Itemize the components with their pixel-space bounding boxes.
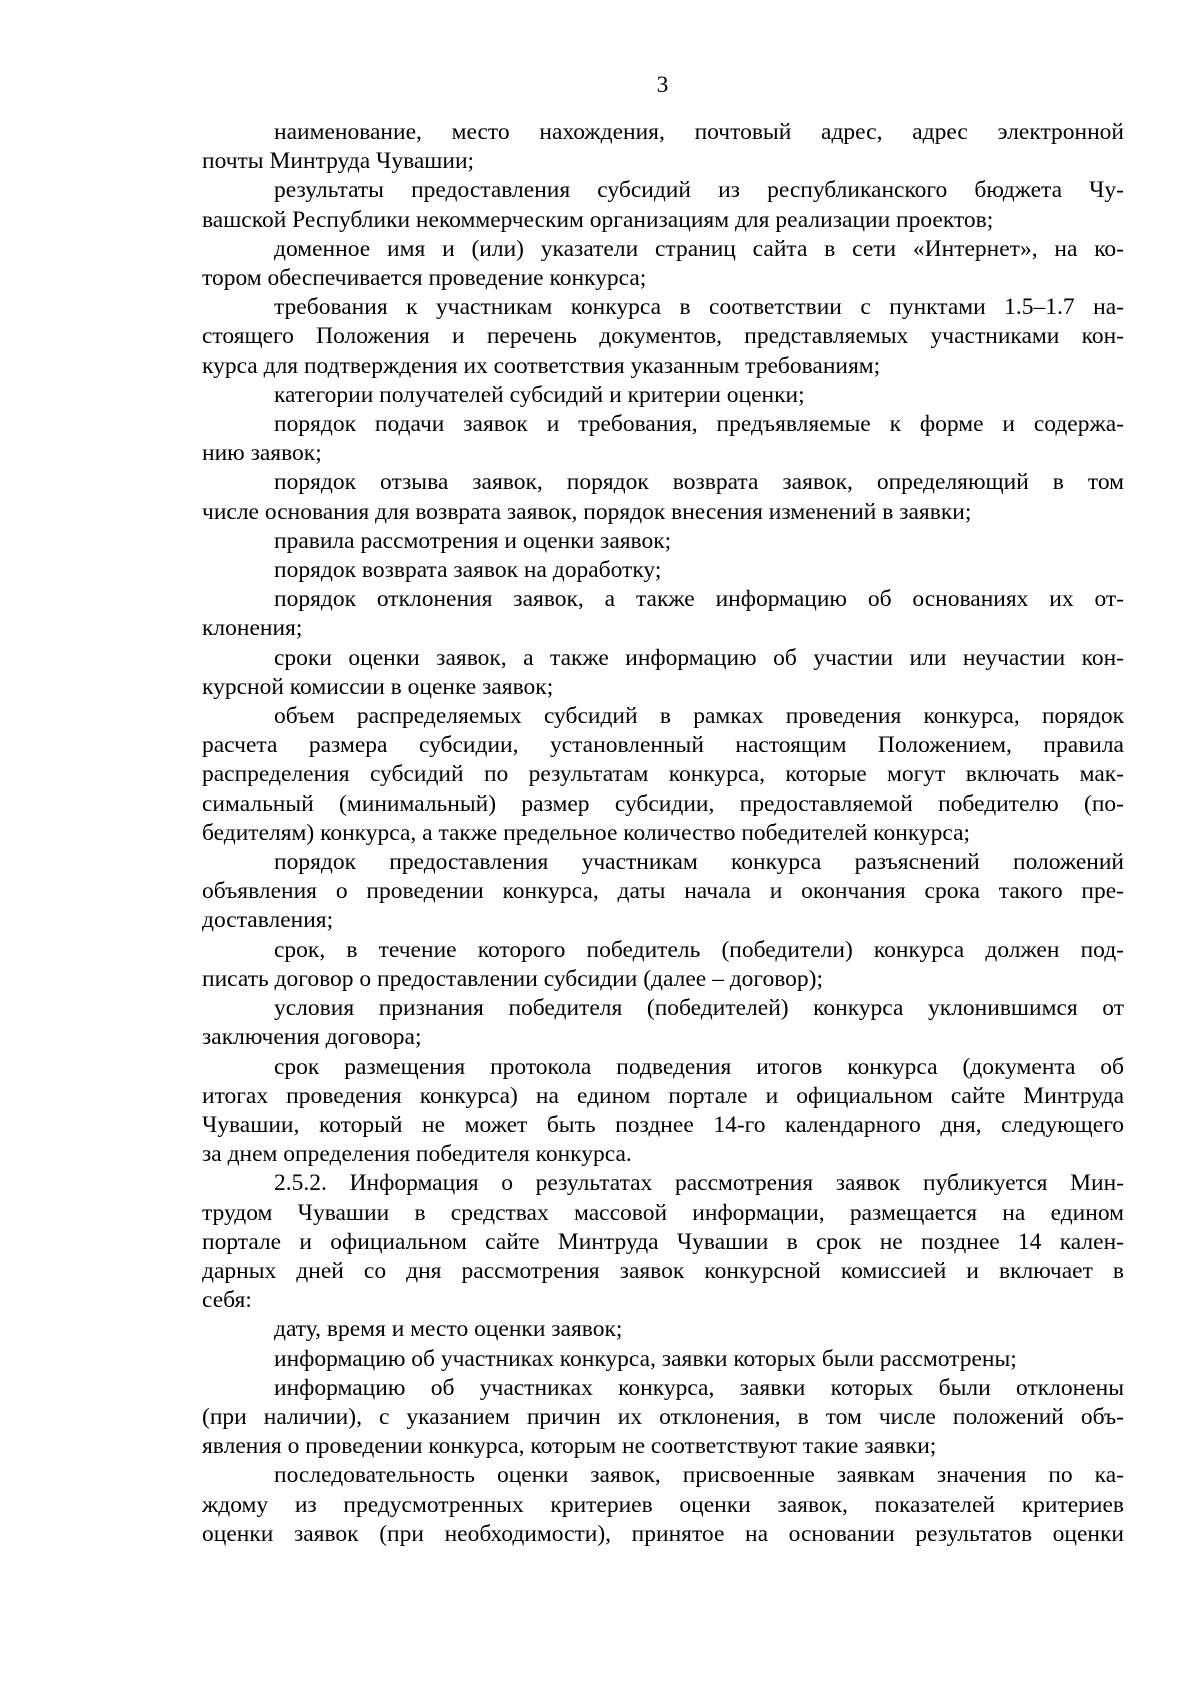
text-line: порядок предоставления участникам конкурса разъяснений положений xyxy=(274,849,1124,876)
text-line: курсной комиссии в оценке заявок; xyxy=(202,673,554,700)
page-number: 3 xyxy=(656,72,669,98)
text-line: клонения; xyxy=(202,615,303,642)
text-line: сроки оценки заявок, а также информацию об участии или неучастии кон- xyxy=(274,644,1124,671)
text-line: порядок подачи заявок и требования, предъявляемые к форме и содержа- xyxy=(274,411,1124,438)
text-line: дату, время и место оценки заявок; xyxy=(274,1316,623,1343)
text-line: информацию об участниках конкурса, заявки которых были отклонены xyxy=(274,1374,1124,1401)
text-line: последовательность оценки заявок, присвоенные заявкам значения по ка- xyxy=(274,1462,1124,1489)
text-line: объявления о проведении конкурса, даты начала и окончания срока такого пре- xyxy=(202,878,1124,905)
text-line: информацию об участниках конкурса, заявки которых были рассмотрены; xyxy=(274,1345,1017,1372)
text-line: наименование, место нахождения, почтовый адрес, адрес электронной xyxy=(274,119,1124,145)
text-line: доставления; xyxy=(202,907,334,934)
text-line: итогах проведения конкурса) на едином портале и официальном сайте Минтруда xyxy=(202,1082,1124,1109)
text-line: явления о проведении конкурса, которым не соответствуют такие заявки; xyxy=(202,1433,937,1460)
text-line: доменное имя и (или) указатели страниц сайта в сети «Интернет», на ко- xyxy=(274,235,1124,262)
text-line: бедителям) конкурса, а также предельное количество победителей конкурса; xyxy=(202,819,971,846)
text-line: себя: xyxy=(202,1287,252,1314)
text-line: порядок возврата заявок на доработку; xyxy=(274,557,662,584)
text-line: оценки заявок (при необходимости), принятое на основании результатов оценки xyxy=(202,1520,1124,1547)
text-line: за днем определения победителя конкурса. xyxy=(202,1141,632,1168)
text-line: заключения договора; xyxy=(202,1024,422,1051)
document-body xyxy=(202,118,1124,1549)
text-line: почты Минтруда Чувашии; xyxy=(202,148,475,175)
text-line: симальный (минимальный) размер субсидии, предоставляемой победителю (по- xyxy=(202,790,1124,817)
text-line: курса для подтверждения их соответствия указанным требованиям; xyxy=(202,352,881,379)
text-line: писать договор о предоставлении субсидии (далее – договор); xyxy=(202,965,824,992)
text-line: объем распределяемых субсидий в рамках проведения конкурса, порядок xyxy=(274,703,1124,730)
text-line: тором обеспечивается проведение конкурса; xyxy=(202,265,647,292)
text-line: вашской Республики некоммерческим организациям для реализации проектов; xyxy=(202,206,994,233)
text-line: расчета размера субсидии, установленный настоящим Положением, правила xyxy=(202,732,1124,759)
text-line: числе основания для возврата заявок, порядок внесения изменений в заявки; xyxy=(202,498,972,525)
text-line: портале и официальном сайте Минтруда Чувашии в срок не позднее 14 кален- xyxy=(202,1228,1124,1255)
text-line: распределения субсидий по результатам конкурса, которые могут включать мак- xyxy=(202,761,1124,788)
text-line: ждому из предусмотренных критериев оценки заявок, показателей критериев xyxy=(202,1491,1124,1518)
text-line: нию заявок; xyxy=(202,440,322,467)
text-line: требования к участникам конкурса в соответствии с пунктами 1.5–1.7 на- xyxy=(274,294,1124,321)
text-line: Чувашии, который не может быть позднее 14-го календарного дня, следующего xyxy=(202,1111,1124,1138)
text-line: стоящего Положения и перечень документов, представляемых участниками кон- xyxy=(202,323,1124,350)
text-line: срок размещения протокола подведения итогов конкурса (документа об xyxy=(274,1053,1124,1080)
text-line: условия признания победителя (победителей) конкурса уклонившимся от xyxy=(274,995,1124,1022)
text-line: трудом Чувашии в средствах массовой информации, размещается на едином xyxy=(202,1199,1124,1226)
text-line: срок, в течение которого победитель (победители) конкурса должен под- xyxy=(274,936,1124,963)
text-line: правила рассмотрения и оценки заявок; xyxy=(274,527,672,554)
text-line: результаты предоставления субсидий из республиканского бюджета Чу- xyxy=(274,177,1124,204)
text-line: (при наличии), с указанием причин их отклонения, в том числе положений объ- xyxy=(202,1403,1124,1430)
text-line: дарных дней со дня рассмотрения заявок конкурсной комиссией и включает в xyxy=(202,1257,1124,1284)
text-line: категории получателей субсидий и критерии оценки; xyxy=(274,381,805,408)
text-line: порядок отклонения заявок, а также информацию об основаниях их от- xyxy=(274,586,1124,613)
text-line: 2.5.2. Информация о результатах рассмотрения заявок публикуется Мин- xyxy=(274,1170,1124,1197)
text-line: порядок отзыва заявок, порядок возврата заявок, определяющий в том xyxy=(274,469,1124,496)
